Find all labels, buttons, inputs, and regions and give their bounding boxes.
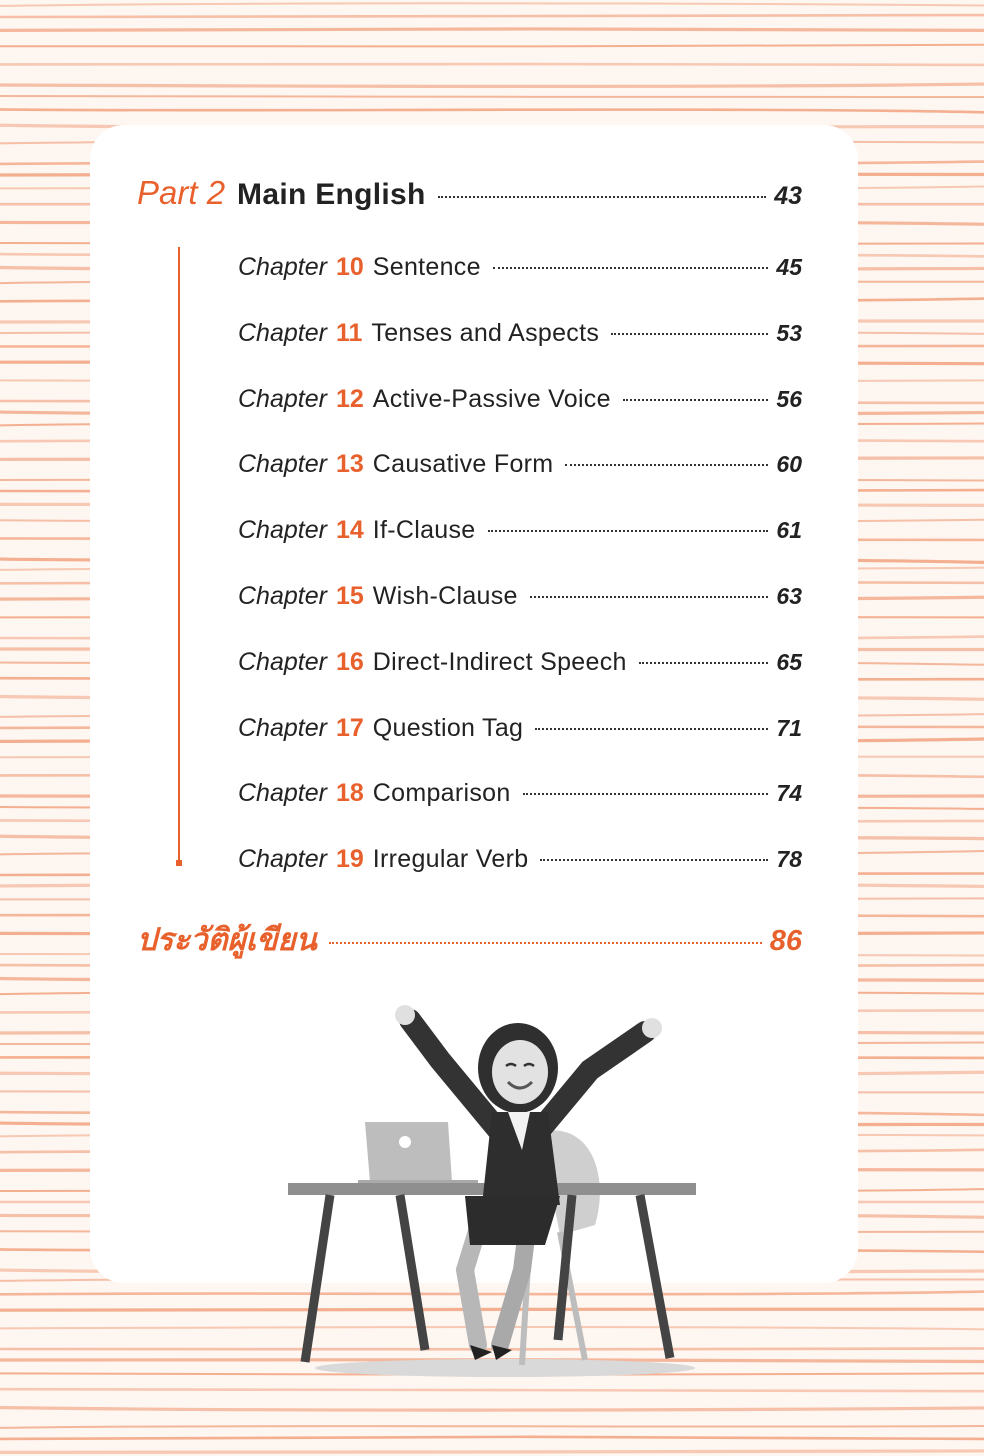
chapter-row[interactable] bbox=[238, 253, 802, 282]
chapter-row[interactable] bbox=[238, 516, 802, 545]
dotted-leader bbox=[523, 793, 769, 795]
author-bio-row[interactable] bbox=[137, 914, 802, 964]
dotted-leader bbox=[488, 530, 769, 532]
chapter-title: Question Tag bbox=[372, 714, 524, 742]
author-bio-page-number: 86 bbox=[769, 925, 802, 957]
chapter-word: Chapter bbox=[238, 714, 327, 742]
stripe bbox=[0, 84, 984, 86]
stripe bbox=[0, 45, 984, 47]
chapter-word: Chapter bbox=[238, 779, 327, 807]
chapter-row[interactable] bbox=[238, 779, 802, 808]
chapter-title: Causative Form bbox=[372, 450, 554, 478]
part-page-number: 43 bbox=[774, 182, 802, 210]
chapter-row[interactable] bbox=[238, 714, 802, 743]
dotted-leader bbox=[438, 196, 767, 198]
stripe bbox=[0, 1426, 984, 1428]
stripe bbox=[0, 1451, 984, 1453]
chapter-number: 17 bbox=[335, 714, 364, 742]
chapter-row[interactable] bbox=[238, 845, 802, 874]
chapter-title: Comparison bbox=[372, 779, 511, 807]
chapter-title: Active-Passive Voice bbox=[372, 385, 611, 413]
stripe bbox=[0, 1407, 984, 1410]
stripe bbox=[0, 1437, 984, 1439]
chapter-page-number: 61 bbox=[776, 517, 802, 543]
chapter-number: 10 bbox=[335, 253, 364, 281]
chapter-page-number: 56 bbox=[776, 386, 802, 412]
chapter-page-number: 78 bbox=[776, 846, 802, 872]
chapter-word: Chapter bbox=[238, 582, 327, 610]
dotted-leader bbox=[639, 662, 769, 664]
part-heading-row[interactable] bbox=[137, 174, 802, 212]
chapter-page-number: 74 bbox=[776, 780, 802, 806]
chapter-title: Irregular Verb bbox=[372, 845, 529, 873]
chapter-word: Chapter bbox=[238, 385, 327, 413]
dotted-leader bbox=[493, 267, 769, 269]
chapter-row[interactable] bbox=[238, 450, 802, 479]
dotted-leader bbox=[611, 333, 768, 335]
chapter-title: Direct-Indirect Speech bbox=[372, 648, 627, 676]
chapter-row[interactable] bbox=[238, 385, 802, 414]
chapter-row[interactable] bbox=[238, 319, 802, 348]
author-bio-label: ประวัติผู้เขียน bbox=[137, 922, 317, 957]
chapter-page-number: 65 bbox=[776, 649, 802, 675]
chapter-word: Chapter bbox=[238, 253, 327, 281]
dotted-leader bbox=[329, 942, 762, 944]
chapter-page-number: 45 bbox=[776, 254, 802, 280]
chapter-number: 13 bbox=[335, 450, 364, 478]
chapter-word: Chapter bbox=[238, 516, 327, 544]
stripe bbox=[0, 15, 984, 17]
chapter-title: Tenses and Aspects bbox=[371, 319, 600, 347]
chapter-page-number: 53 bbox=[776, 320, 802, 346]
chapter-title: Wish-Clause bbox=[372, 582, 518, 610]
dotted-leader bbox=[623, 399, 769, 401]
part-title: Main English bbox=[237, 178, 426, 211]
chapter-list-rule-end bbox=[176, 860, 182, 866]
chapter-number: 18 bbox=[335, 779, 364, 807]
chapter-number: 11 bbox=[335, 319, 363, 347]
dotted-leader bbox=[530, 596, 769, 598]
stripe bbox=[0, 64, 984, 65]
chapter-page-number: 60 bbox=[776, 451, 802, 477]
chapter-number: 15 bbox=[335, 582, 364, 610]
chapter-page-number: 63 bbox=[776, 583, 802, 609]
chapter-title: Sentence bbox=[372, 253, 481, 281]
chapter-title: If-Clause bbox=[372, 516, 476, 544]
chapter-list-rule bbox=[178, 247, 180, 865]
chapter-word: Chapter bbox=[238, 450, 327, 478]
dotted-leader bbox=[565, 464, 768, 466]
stripe bbox=[0, 3, 984, 6]
dotted-leader bbox=[540, 859, 768, 861]
woman-at-desk-illustration bbox=[260, 1000, 730, 1390]
part-label: Part 2 bbox=[137, 174, 226, 211]
chapter-page-number: 71 bbox=[776, 715, 802, 741]
chapter-word: Chapter bbox=[238, 845, 327, 873]
chapter-word: Chapter bbox=[238, 319, 327, 347]
chapter-number: 12 bbox=[335, 385, 364, 413]
stripe bbox=[0, 96, 984, 97]
chapter-number: 16 bbox=[335, 648, 364, 676]
chapter-word: Chapter bbox=[238, 648, 327, 676]
chapter-number: 14 bbox=[335, 516, 364, 544]
dotted-leader bbox=[535, 728, 768, 730]
chapter-row[interactable] bbox=[238, 582, 802, 611]
chapter-row[interactable] bbox=[238, 648, 802, 677]
chapter-number: 19 bbox=[335, 845, 364, 873]
stripe bbox=[0, 109, 984, 112]
stripe bbox=[0, 29, 984, 31]
